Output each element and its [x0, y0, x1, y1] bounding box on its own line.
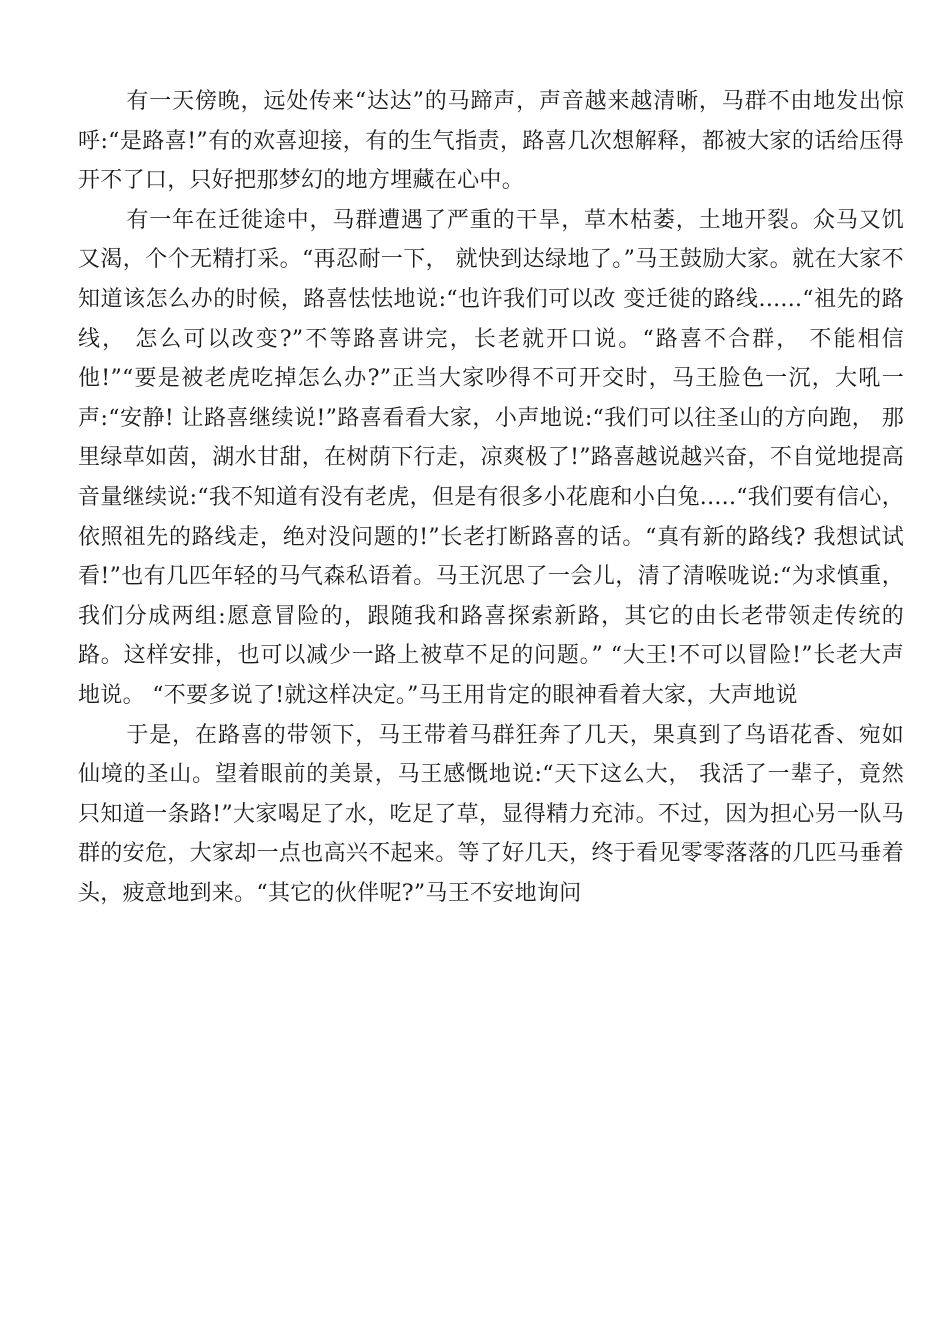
paragraph-holy-mountain: 于是，在路喜的带领下，马王带着马群狂奔了几天，果真到了鸟语花香、宛如仙境的圣山。望着眼前的美景，马王感慨地说:“天下这么大， 我活了一辈子，竟然只知道一条路!”大家喝足了水，吃足了草，显得精力充沛。不过，因为担心另一队马群的安危，大家却一点也高兴不起来。等了好几天，终于看见零零落落的几匹马垂着头，疲意地到来。“其它的伙伴呢?”马王不安地询问 [78, 722, 904, 906]
paragraph-drought-migration: 有一年在迁徙途中，马群遭遇了严重的干旱，草木枯萎，土地开裂。众马又饥又渴，个个无精打采。“再忍耐一下， 就快到达绿地了。”马王鼓励大家。就在大家不知道该怎么办的时候，路喜怯怯地说:“也许我们可以改 变迁徙的路线......“祖先的路线， 怎么可以改变?”不等路喜讲完，长老就开口说。“路喜不合群， 不能相信他!”“要是被老虎吃掉怎么办?”正当大家吵得不可开交时，马王脸色一沉，大吼一声:“安静! 让路喜继续说!”路喜看看大家，小声地说:“我们可以往圣山的方向跑， 那里绿草如茵，湖水甘甜，在树荫下行走，凉爽极了!”路喜越说越兴奋，不自觉地提高音量继续说:“我不知道有没有老虎，但是有很多小花鹿和小白兔.....“我们要有信心，依照祖先的路线走，绝对没问题的!”长老打断路喜的话。“真有新的路线? 我想试试看!”也有几匹年轻的马气森私语着。马王沉思了一会儿，清了清喉咙说:“为求慎重，我们分成两组:愿意冒险的，跟随我和路喜探索新路，其它的由长老带领走传统的路。这样安排，也可以减少一路上被草不足的问题。” “大王!不可以冒险!”长老大声地说。 “不要多说了!就这样决定。”马王用肯定的眼神看着大家，大声地说 [78, 207, 904, 708]
paragraph-return-of-luxi: 有一天傍晚，远处传来“达达”的马蹄声，声音越来越清晰，马群不由地发出惊呼:“是路喜!”有的欢喜迎接，有的生气指责，路喜几次想解释，都被大家的话给压得开不了口，只好把那梦幻的地方埋藏在心中。 [78, 89, 904, 194]
document-page [78, 82, 904, 913]
